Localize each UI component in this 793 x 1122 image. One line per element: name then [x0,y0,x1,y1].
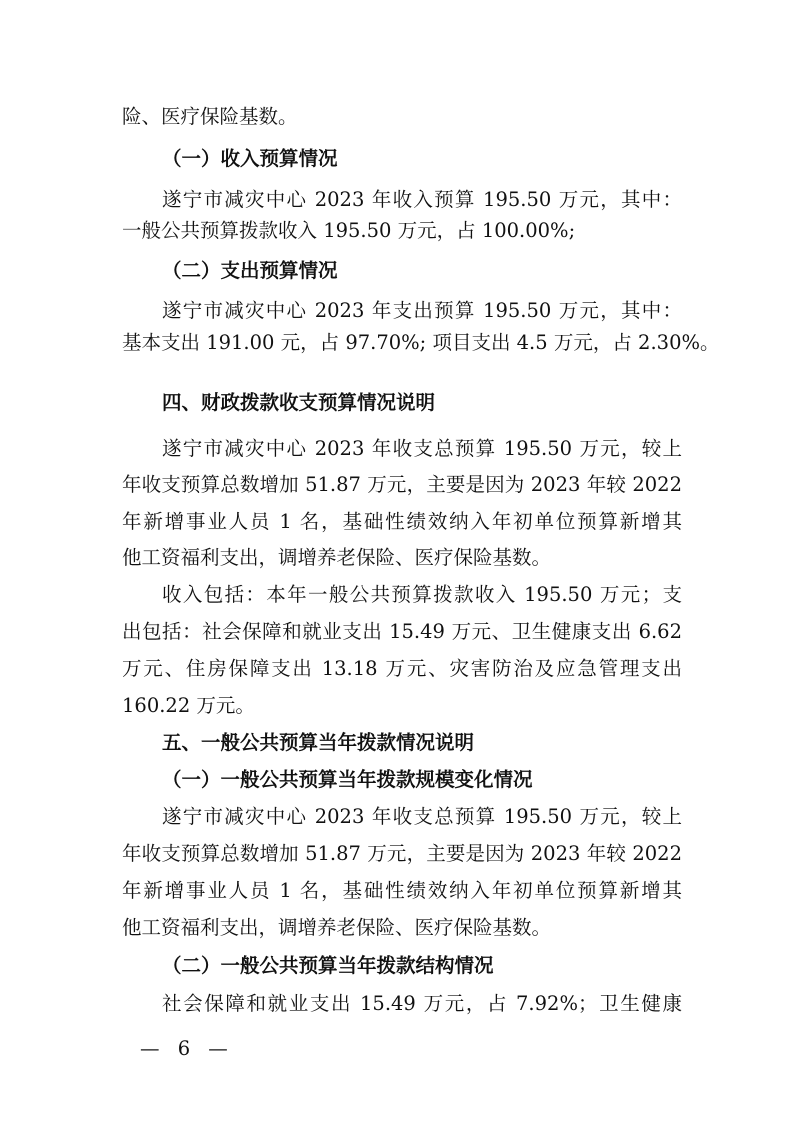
body-text-line: 160.22 万元。 [122,694,255,717]
body-text-line: 收入包括：本年一般公共预算拨款收入 195.50 万元；支 [162,583,682,606]
section-heading-expense-budget: （二）支出预算情况 [162,259,338,282]
body-text-line: 遂宁市减灾中心 2023 年收支总预算 195.50 万元，较上 [162,437,682,460]
subsection-heading-scale-change: （一）一般公共预算当年拨款规模变化情况 [162,768,533,791]
body-text-line: 一般公共预算拨款收入 195.50 万元，占 100.00%; [122,219,576,242]
body-text-line: 年新增事业人员 1 名，基础性绩效纳入年初单位预算新增其 [122,510,682,533]
body-text-line: 基本支出 191.00 元，占 97.70%; 项目支出 4.5 万元，占 2.30%。 [122,331,720,354]
page-number: — 6 — [140,1037,234,1060]
body-text-line: 年新增事业人员 1 名，基础性绩效纳入年初单位预算新增其 [122,879,682,902]
body-text-line: 年收支预算总数增加 51.87 万元，主要是因为 2023 年较 2022 [122,473,682,496]
body-text-line: 险、医疗保险基数。 [122,105,298,128]
body-text-line: 社会保障和就业支出 15.49 万元，占 7.92%；卫生健康 [162,992,682,1015]
section-heading-general-budget: 五、一般公共预算当年拨款情况说明 [162,731,475,754]
body-text-line: 遂宁市减灾中心 2023 年支出预算 195.50 万元，其中： [162,299,682,322]
body-text-line: 出包括：社会保障和就业支出 15.49 万元、卫生健康支出 6.62 [122,620,682,643]
body-text-line: 他工资福利支出，调增养老保险、医疗保险基数。 [122,546,552,569]
body-text-line: 万元、住房保障支出 13.18 万元、灾害防治及应急管理支出 [122,657,682,680]
body-text-line: 年收支预算总数增加 51.87 万元，主要是因为 2023 年较 2022 [122,842,682,865]
body-text-line: 遂宁市减灾中心 2023 年收支总预算 195.50 万元，较上 [162,805,682,828]
section-heading-fiscal-allocation: 四、财政拨款收支预算情况说明 [162,391,436,414]
subsection-heading-structure: （二）一般公共预算当年拨款结构情况 [162,954,494,977]
section-heading-income-budget: （一）收入预算情况 [162,147,338,170]
body-text-line: 遂宁市减灾中心 2023 年收入预算 195.50 万元，其中： [162,188,682,211]
body-text-line: 他工资福利支出，调增养老保险、医疗保险基数。 [122,916,552,939]
